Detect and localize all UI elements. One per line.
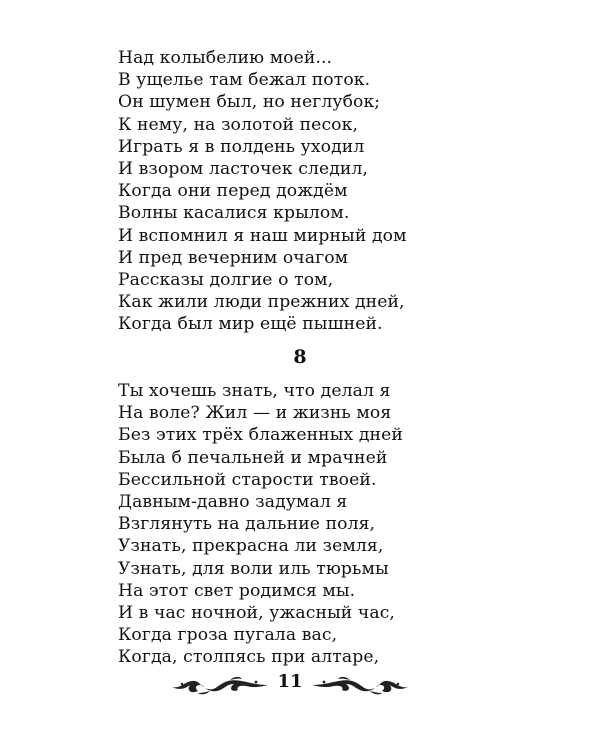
flourish-ornament-left-icon xyxy=(170,672,270,698)
poem-line: На воле? Жил — и жизнь моя xyxy=(118,403,392,424)
poem-line: И пред вечерним очагом xyxy=(118,247,349,268)
poem-line: Была б печальней и мрачней xyxy=(118,447,388,468)
poem-line: Взглянуть на дальние поля, xyxy=(118,514,376,535)
poem-line: И в час ночной, ужасный час, xyxy=(118,603,395,624)
poem-line: Он шумен был, но неглубок; xyxy=(118,92,381,113)
poem-line: В ущелье там бежал поток. xyxy=(118,70,371,91)
poem-line: Бессильной старости твоей. xyxy=(118,469,377,490)
poem-line: К нему, на золотой песок, xyxy=(118,114,359,135)
poem-line: Когда гроза пугала вас, xyxy=(118,625,338,646)
poem-line: Узнать, для воли иль тюрьмы xyxy=(118,558,389,579)
poem-line: Рассказы долгие о том, xyxy=(118,270,334,291)
poem-line: Играть я в полдень уходил xyxy=(118,136,365,157)
page-number: 11 xyxy=(277,671,303,692)
flourish-ornament-right-icon xyxy=(310,672,410,698)
stanza-bottom xyxy=(118,380,403,669)
poem-line: Когда они перед дождём xyxy=(118,181,348,202)
section-number: 8 xyxy=(293,346,307,368)
poem-line: Без этих трёх блаженных дней xyxy=(118,425,403,446)
poem-line: На этот свет родимся мы. xyxy=(118,580,356,601)
poem-line: Когда, столпясь при алтаре, xyxy=(118,647,380,668)
poem-line: Волны касалися крылом. xyxy=(118,203,350,224)
poem-line: Когда был мир ещё пышней. xyxy=(118,314,383,335)
poem-line: Ты хочешь знать, что делал я xyxy=(118,381,391,401)
poem-line: Как жили люди прежних дней, xyxy=(118,292,405,313)
poem-line: Над колыбелию моей... xyxy=(118,48,333,68)
poem-line: И взором ласточек следил, xyxy=(118,159,369,180)
poem-line: Давным-давно задумал я xyxy=(118,492,348,513)
stanza-top xyxy=(118,47,407,336)
poem-line: Узнать, прекрасна ли земля, xyxy=(118,536,384,557)
poem-line: И вспомнил я наш мирный дом xyxy=(118,225,407,246)
page-footer xyxy=(170,668,410,702)
